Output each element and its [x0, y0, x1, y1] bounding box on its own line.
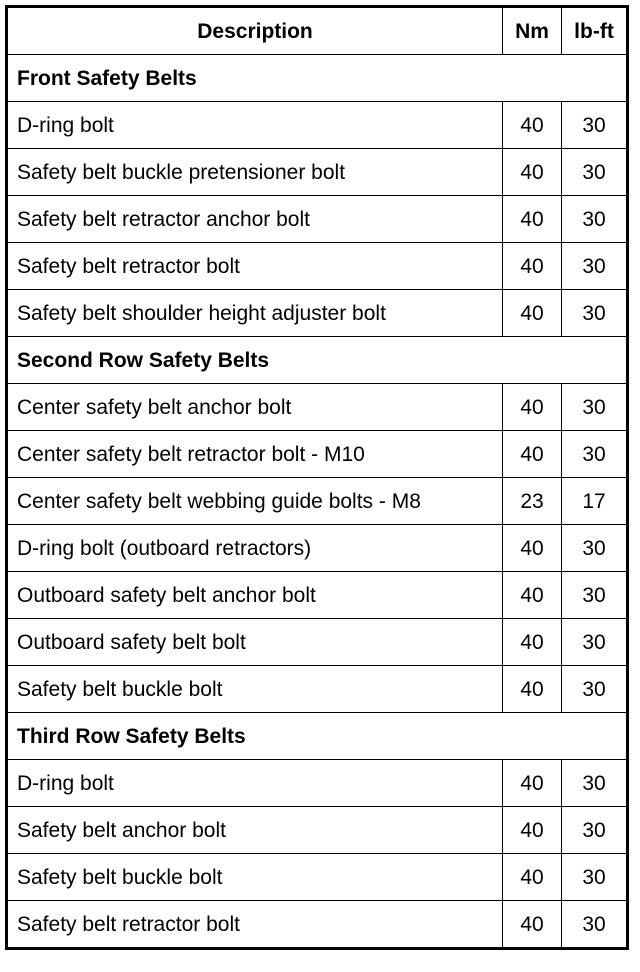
lbft-cell: 30	[562, 807, 628, 854]
torque-spec-table	[5, 5, 629, 950]
nm-cell: 40	[503, 901, 562, 949]
description-cell: Safety belt retractor bolt	[7, 901, 503, 949]
lbft-cell: 30	[562, 149, 628, 196]
section-header-row	[7, 55, 628, 102]
nm-cell: 40	[503, 102, 562, 149]
lbft-cell: 30	[562, 901, 628, 949]
description-cell: Safety belt retractor bolt	[7, 243, 503, 290]
section-header-row	[7, 713, 628, 760]
nm-cell: 40	[503, 619, 562, 666]
description-cell: Safety belt buckle bolt	[7, 854, 503, 901]
table-row	[7, 666, 628, 713]
header-description: Description	[7, 7, 503, 55]
description-cell: Center safety belt webbing guide bolts - M8	[7, 478, 503, 525]
table-row	[7, 619, 628, 666]
description-cell: D-ring bolt	[7, 102, 503, 149]
table-row	[7, 102, 628, 149]
lbft-cell: 17	[562, 478, 628, 525]
section-title: Third Row Safety Belts	[7, 713, 628, 760]
description-cell: Outboard safety belt bolt	[7, 619, 503, 666]
table-row	[7, 196, 628, 243]
lbft-cell: 30	[562, 196, 628, 243]
nm-cell: 40	[503, 666, 562, 713]
table-row	[7, 760, 628, 807]
nm-cell: 40	[503, 243, 562, 290]
header-lbft: lb-ft	[562, 7, 628, 55]
table-row	[7, 243, 628, 290]
nm-cell: 40	[503, 431, 562, 478]
table-row	[7, 384, 628, 431]
section-header-row	[7, 337, 628, 384]
table-row	[7, 525, 628, 572]
table-row	[7, 149, 628, 196]
nm-cell: 40	[503, 196, 562, 243]
nm-cell: 40	[503, 854, 562, 901]
header-row	[7, 7, 628, 55]
description-cell: Outboard safety belt anchor bolt	[7, 572, 503, 619]
description-cell: Safety belt retractor anchor bolt	[7, 196, 503, 243]
nm-cell: 40	[503, 760, 562, 807]
lbft-cell: 30	[562, 619, 628, 666]
nm-cell: 40	[503, 290, 562, 337]
lbft-cell: 30	[562, 384, 628, 431]
description-cell: Safety belt shoulder height adjuster bolt	[7, 290, 503, 337]
table-row	[7, 901, 628, 949]
lbft-cell: 30	[562, 572, 628, 619]
description-cell: Center safety belt anchor bolt	[7, 384, 503, 431]
lbft-cell: 30	[562, 760, 628, 807]
description-cell: Center safety belt retractor bolt - M10	[7, 431, 503, 478]
nm-cell: 40	[503, 525, 562, 572]
lbft-cell: 30	[562, 102, 628, 149]
description-cell: Safety belt buckle bolt	[7, 666, 503, 713]
nm-cell: 40	[503, 807, 562, 854]
description-cell: D-ring bolt	[7, 760, 503, 807]
lbft-cell: 30	[562, 243, 628, 290]
header-nm: Nm	[503, 7, 562, 55]
section-title: Front Safety Belts	[7, 55, 628, 102]
lbft-cell: 30	[562, 666, 628, 713]
table-row	[7, 807, 628, 854]
table-row	[7, 431, 628, 478]
table-row	[7, 572, 628, 619]
nm-cell: 40	[503, 149, 562, 196]
section-title: Second Row Safety Belts	[7, 337, 628, 384]
lbft-cell: 30	[562, 431, 628, 478]
lbft-cell: 30	[562, 854, 628, 901]
description-cell: Safety belt buckle pretensioner bolt	[7, 149, 503, 196]
table-row	[7, 290, 628, 337]
nm-cell: 40	[503, 384, 562, 431]
table-row	[7, 854, 628, 901]
description-cell: D-ring bolt (outboard retractors)	[7, 525, 503, 572]
description-cell: Safety belt anchor bolt	[7, 807, 503, 854]
lbft-cell: 30	[562, 525, 628, 572]
table-row	[7, 478, 628, 525]
nm-cell: 23	[503, 478, 562, 525]
nm-cell: 40	[503, 572, 562, 619]
lbft-cell: 30	[562, 290, 628, 337]
